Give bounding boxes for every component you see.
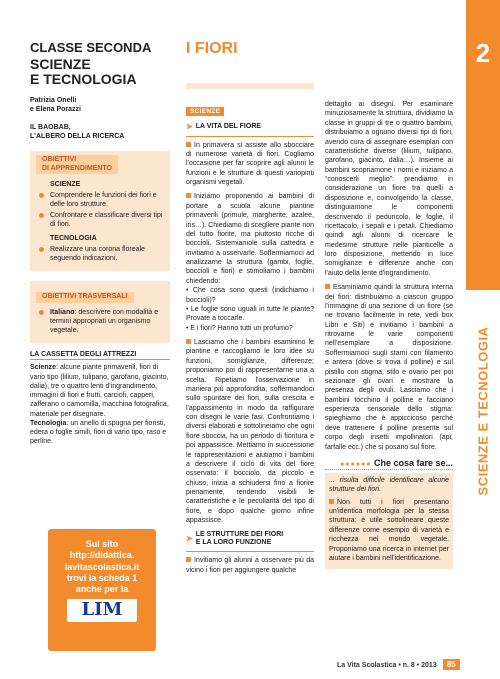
objectives-tech-label: TECNOLOGIA: [50, 234, 97, 242]
learning-objectives-box: [30, 151, 170, 271]
paragraph: Iniziamo proponendo ai bambini di portare a scuola alcune piantine primaverili (primule, margherite, azalee, iris…). Chiediamo di scegliere piante non del tutto fiorite, ma piuttosto ricche di boccioli. Sistemiamole sulla cattedra e invitiamo a osservarle. Soffermiamoci ad analizzarne la struttura (gambi, foglie, boccioli e fiori) e stimoliamo i bambini chiedendo: • Che cosa sono questi (indichiamo i boccioli)? • Le foglie sono uguali in tutte le piante? Provate a toccarle. • E i fiori? Hanno tutti un profumo?: [186, 193, 314, 332]
list-item: Confrontare e classificare diversi tipi di fiori.: [36, 211, 164, 229]
chapter-number: 2: [475, 38, 491, 68]
class-kicker: CLASSE SECONDA: [30, 40, 152, 55]
transversal-objectives-box: [30, 281, 170, 343]
paragraph: Invitiamo gli alunni a osservare più da vicino i fiori per aggiungere qualche: [186, 557, 314, 574]
square-bullet-icon: [186, 193, 191, 198]
square-bullet-icon: [186, 142, 191, 147]
authors: Patrizia Onelli e Elena Porazzi: [30, 97, 81, 114]
paragraph: Esaminiamo quindi la struttura interna dei fiori: distribuiamo a ciascun gruppo l'immagine di una sezione di un fiore (se ne trovano facilmente in rete, vedi box Libri e Siti) e invitiamo i bambini a ritrovarne le varie componenti nell'esemplare a disposizione. Soffermiamoci sugli stami con filamento e antera (dove si trova il polline) e sul pistillo con stigma, stilo e ovario per poi sezionare gli ovari e mostrare la presenza degli ovuli. Lasciamo che i bambini tocchino il polline e facciano esperienza sensoriale dello stigma: spieghiamo che è appiccicoso perché deve trattenere il polline presente sul corpo degli insetti impollinatori (api, farfalle ecc.) che si posano sul fiore.: [325, 284, 453, 451]
title-rule: [186, 83, 314, 89]
subject-vertical-label: SCIENZE E TECNOLOGIA: [475, 326, 491, 496]
toolbox-science: Scienze: alcune piante primaverili, fiori di vario tipo (lilium, tulipano, garofano, giacinto, dalia), tre o quattro lenti d'ingrandimento, immagini di fiori e frutti, carciofi, capperi, zafferano o camomilla, macchina fotografica, materiale per disegnare.: [30, 364, 169, 418]
article-column-1: [186, 100, 314, 580]
objectives-science-label: SCIENZE: [50, 180, 81, 188]
page-footer: La Vita Scolastica • n. 8 • 2013 85: [337, 659, 460, 670]
toolbox-tech: Tecnologia: un anello di spugna per fioristi, edera o foglie simili, fiori di vario tipo, raso e perline.: [30, 419, 167, 446]
toolbox-heading: LA CASSETTA DEGLI ATTREZZI: [30, 351, 170, 360]
objectives-science-list: [36, 191, 164, 229]
list-item: Realizzare una corona floreale seguendo indicazioni.: [36, 245, 164, 263]
page-number: 85: [443, 659, 460, 670]
dots-icon: ●●●●●●: [340, 460, 372, 468]
what-to-do-if-box: [325, 458, 453, 569]
article-column-2: [325, 100, 453, 569]
paragraph: In primavera si assiste allo sbocciare di numerose varietà di fiori. Cogliamo l'occasione per far scoprire agli alunni le funzioni e le strutture di questi variopinti organismi vegetali.: [186, 141, 314, 187]
objectives-tech-list: [36, 245, 164, 263]
lim-logo: LIM: [67, 599, 136, 622]
transversal-objectives-heading: OBIETTIVI TRASVERSALI: [36, 292, 134, 303]
what-to-do-if-heading: ●●●●●● Che cosa fare se...: [325, 458, 453, 470]
subject-title: SCIENZE E TECNOLOGIA: [30, 56, 137, 87]
subheading-structures: ➤ LE STRUTTURE DEI FIORI E LA LORO FUNZIONE: [186, 530, 284, 546]
what-to-do-if-question: ... risulta difficile identificare alcune strutture dei fiori.: [329, 476, 449, 494]
square-bullet-icon: [329, 499, 334, 504]
paragraph: dettaglio ai disegni. Per esaminare minuziosamente la struttura, dividiamo la classe in gruppi di tre o quattro bambini, distribuiamo a ognuno diversi tipi di fiori, avendo cura di assegnare esemplari con caratteristiche diverse (lilium, tulipano, garofano, giacinto, dalia…). Insieme ai bambini scopriamone i nomi e iniziamo a “conoscerli meglio”: prendiamo in considerazione un fiore tra quelli a disposizione e, coinvolgendo la classe, distinguiamone le componenti descrivendo il peduncolo, le foglie, il ricettacolo, i sepali e i petali. Chiediamo quindi agli alunni di ricercare le medesime strutture nelle pianticelle a loro disposizione, mettendo in luce somiglianze e differenze anche con l'aiuto della lente d'ingrandimento.: [325, 101, 453, 277]
square-bullet-icon: [325, 284, 330, 289]
left-column: [30, 40, 170, 446]
website-promo[interactable]: Sul sito http://didattica. lavitascolastica.it trovi la scheda 1 anche per la LIM: [48, 529, 156, 651]
learning-objectives-heading: OBIETTIVI DI APPRENDIMENTO: [36, 155, 118, 175]
book-title: IL BAOBAB, L'ALBERO DELLA RICERCA: [30, 123, 125, 140]
arrow-icon: ➤: [186, 122, 193, 131]
article-title: I FIORI: [186, 40, 238, 57]
list-item: Italiano: descrivere con modalità e termini appropriati un organismo vegetale.: [36, 308, 164, 335]
transversal-list: [36, 308, 164, 335]
paragraph: Lasciamo che i bambini esaminino le piantine e raccogliamo le loro idee su funzioni, somiglianze, differenze; proponiamo poi di rappresentarne una a scelta. Ripetiamo l'osservazione in maniera più approfondita, soffermandoci sullo spuntare dei fiori, sulla crescita e l'appassimento in modo da raffigurare con disegni le varie fasi. Confrontiamo i diversi elaborati e sottolineiamo che ogni fiore sboccia, ha un periodo di fioritura e poi appassisce. Mettiamo in successione le rappresentazioni e aiutiamo i bambini a descrivere il ciclo di vita del fiore osservato: il bocciolo, da piccolo e chiuso, inizia a schiudersi fino a fiorire pienamente, rendendo visibili le caratteristiche e le peculiarità del tipo di fiore, e dopo qualche giorno infine appassisce.: [186, 339, 314, 525]
what-to-do-if-answer: Non tutti i fiori presentano un'identica morfologia per la stessa struttura: è utile sottolineare queste differenze come esempio di varietà e ricchezza nel mondo vegetale. Proponiamo una ricerca in internet per aiutare i bambini nell'identificazione.: [329, 498, 449, 562]
square-bullet-icon: [186, 557, 191, 562]
list-item: Comprendere le funzioni dei fiori e delle loro strutture.: [36, 191, 164, 209]
toolbox-section: [30, 351, 170, 446]
section-tag: SCIENZE: [186, 107, 224, 116]
subheading-life-of-flower: ➤ LA VITA DEL FIORE: [186, 122, 262, 131]
square-bullet-icon: [186, 339, 191, 344]
arrow-icon: ➤: [186, 534, 193, 544]
